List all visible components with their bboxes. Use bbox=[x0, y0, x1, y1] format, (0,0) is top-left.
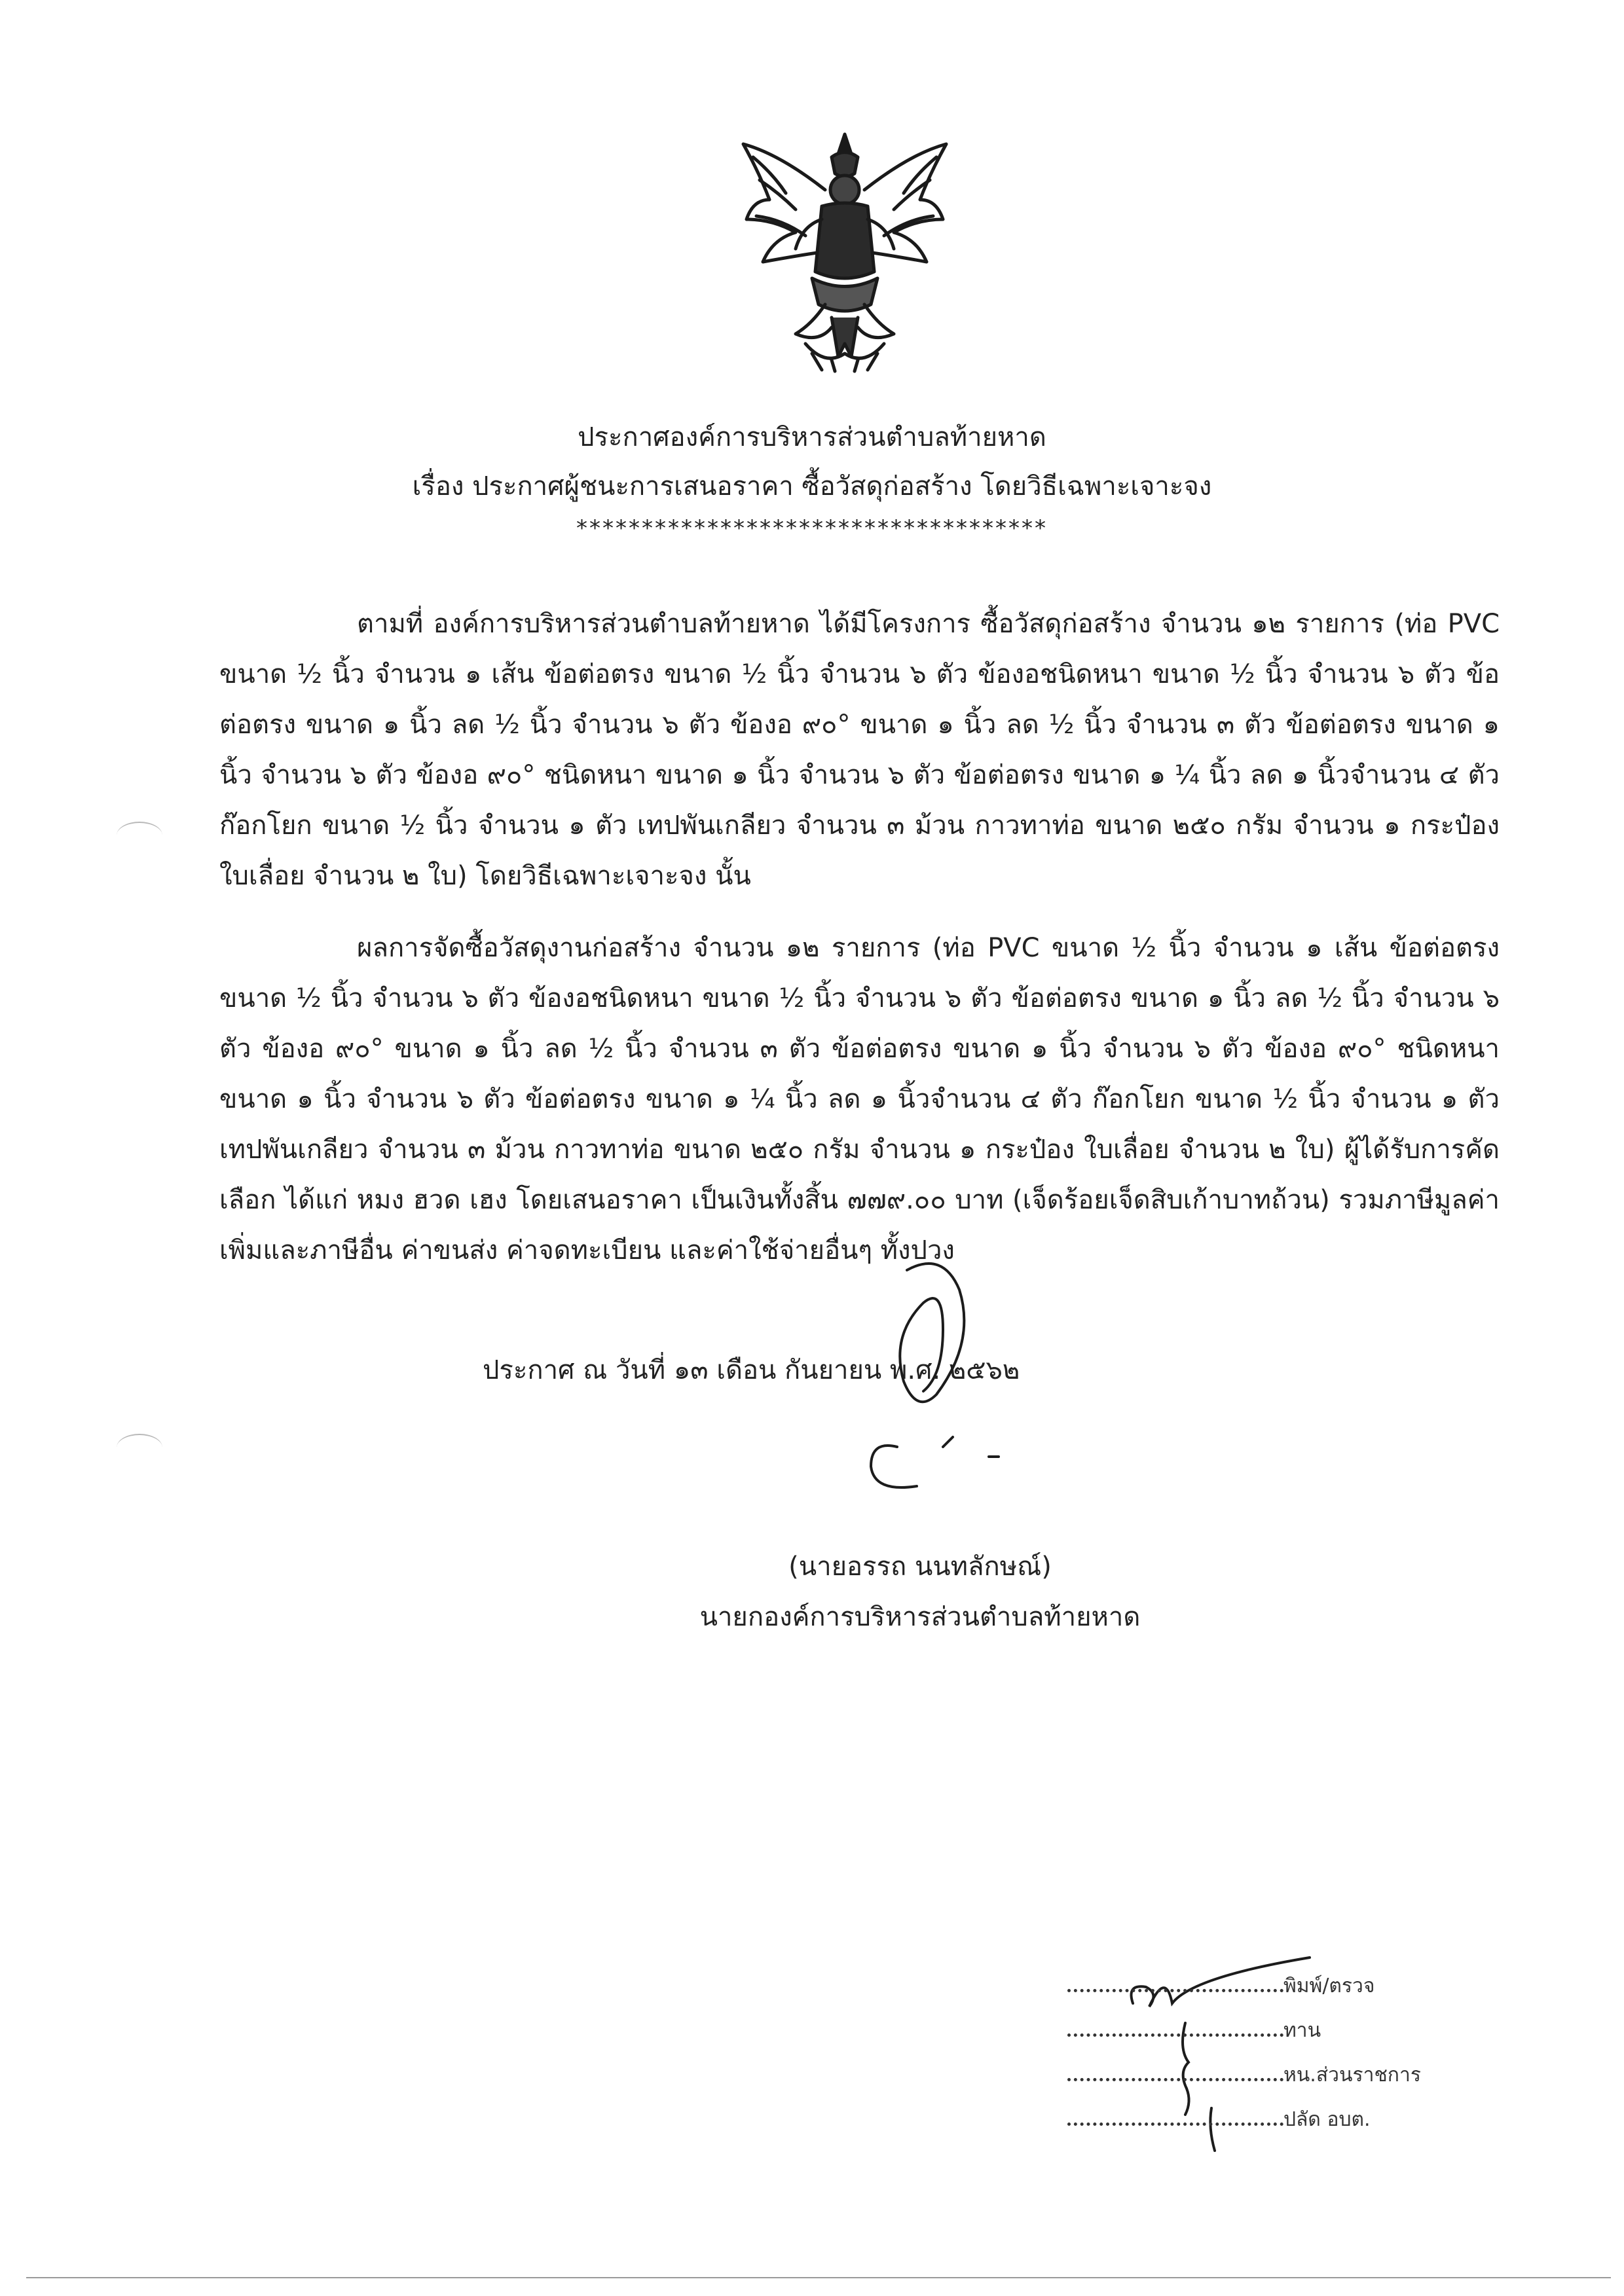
dotted-signature-line bbox=[1067, 2123, 1283, 2126]
check-line-label: ปลัด อบต. bbox=[1283, 2108, 1371, 2131]
check-line-typist bbox=[1067, 1971, 1375, 2010]
punch-hole-mark bbox=[117, 822, 162, 849]
announcement-date: ประกาศ ณ วันที่ ๑๓ เดือน กันยายน พ.ศ. ๒๕๖๒ bbox=[483, 1355, 1020, 1385]
check-line-label: พิมพ์/ตรวจ bbox=[1283, 1975, 1375, 1997]
dotted-signature-line bbox=[1067, 2033, 1283, 2037]
body-paragraph-project: ตามที่ องค์การบริหารส่วนตำบลท้ายหาด ได้มีโครงการ ซื้อวัสดุก่อสร้าง จำนวน ๑๒ รายการ (ท่อ PVC ขนาด ½ นิ้ว จำนวน ๑ เส้น ข้อต่อตรง ขนาด ½ นิ้ว จำนวน ๖ ตัว ข้องอชนิดหนา ขนาด ½ นิ้ว จำนวน ๖ ตัว ข้อต่อตรง ขนาด ๑ นิ้ว ลด ½ นิ้ว จำนวน ๖ ตัว ข้องอ ๙๐° ขนาด ๑ นิ้ว ลด ½ นิ้ว จำนวน ๓ ตัว ข้อต่อตรง ขนาด ๑ นิ้ว จำนวน ๖ ตัว ข้องอ ๙๐° ชนิดหนา ขนาด ๑ นิ้ว จำนวน ๖ ตัว ข้อต่อตรง ขนาด ๑ ¼ นิ้ว ลด ๑ นิ้วจำนวน ๔ ตัว ก๊อกโยก ขนาด ½ นิ้ว จำนวน ๑ ตัว เทปพันเกลียว จำนวน ๓ ม้วน กาวทาท่อ ขนาด ๒๕๐ กรัม จำนวน ๑ กระป๋อง ใบเลื่อย จำนวน ๒ ใบ) โดยวิธีเฉพาะเจาะจง นั้น bbox=[219, 609, 1500, 891]
announcement-title: ประกาศองค์การบริหารส่วนตำบลท้ายหาด bbox=[578, 422, 1046, 452]
handwritten-signature bbox=[845, 1250, 1067, 1525]
check-line-label: ทาน bbox=[1283, 2019, 1321, 2042]
dotted-signature-line bbox=[1067, 2078, 1283, 2081]
check-line-label: หน.ส่วนราชการ bbox=[1283, 2064, 1421, 2086]
body-paragraph-result: ผลการจัดซื้อวัสดุงานก่อสร้าง จำนวน ๑๒ รายการ (ท่อ PVC ขนาด ½ นิ้ว จำนวน ๑ เส้น ข้อต่อตรง ขนาด ½ นิ้ว จำนวน ๖ ตัว ข้องอชนิดหนา ขนาด ½ นิ้ว จำนวน ๖ ตัว ข้อต่อตรง ขนาด ๑ นิ้ว ลด ½ นิ้ว จำนวน ๖ ตัว ข้องอ ๙๐° ขนาด ๑ นิ้ว ลด ½ นิ้ว จำนวน ๓ ตัว ข้อต่อตรง ขนาด ๑ นิ้ว จำนวน ๖ ตัว ข้องอ ๙๐° ชนิดหนา ขนาด ๑ นิ้ว จำนวน ๖ ตัว ข้อต่อตรง ขนาด ๑ ¼ นิ้ว ลด ๑ นิ้วจำนวน ๔ ตัว ก๊อกโยก ขนาด ½ นิ้ว จำนวน ๑ ตัว เทปพันเกลียว จำนวน ๓ ม้วน กาวทาท่อ ขนาด ๒๕๐ กรัม จำนวน ๑ กระป๋อง ใบเลื่อย จำนวน ๒ ใบ) ผู้ได้รับการคัดเลือก ได้แก่ หมง ฮวด เฮง โดยเสนอราคา เป็นเงินทั้งสิ้น ๗๗๙.๐๐ บาท (เจ็ดร้อยเจ็ดสิบเก้าบาทถ้วน) รวมภาษีมูลค่าเพิ่มและภาษีอื่น ค่าขนส่ง ค่าจดทะเบียน และค่าใช้จ่ายอื่นๆ ทั้งปวง bbox=[219, 933, 1500, 1266]
check-line-reviewer bbox=[1067, 2015, 1321, 2054]
signatory-position: นายกองค์การบริหารส่วนตำบลท้ายหาด bbox=[699, 1602, 1141, 1632]
signatory-name: (นายอรรถ นนทลักษณ์) bbox=[788, 1552, 1052, 1582]
garuda-emblem bbox=[733, 128, 956, 373]
punch-hole-mark bbox=[117, 1434, 162, 1461]
dotted-signature-line bbox=[1067, 1989, 1283, 1992]
announcement-subject: เรื่อง ประกาศผู้ชนะการเสนอราคา ซื้อวัสดุก่อสร้าง โดยวิธีเฉพาะเจาะจง bbox=[412, 471, 1212, 501]
scan-edge-rule bbox=[26, 2277, 1611, 2278]
title-separator: ************************************ bbox=[576, 515, 1048, 541]
check-line-permanent-secretary bbox=[1067, 2104, 1371, 2143]
check-line-department-head bbox=[1067, 2060, 1421, 2099]
